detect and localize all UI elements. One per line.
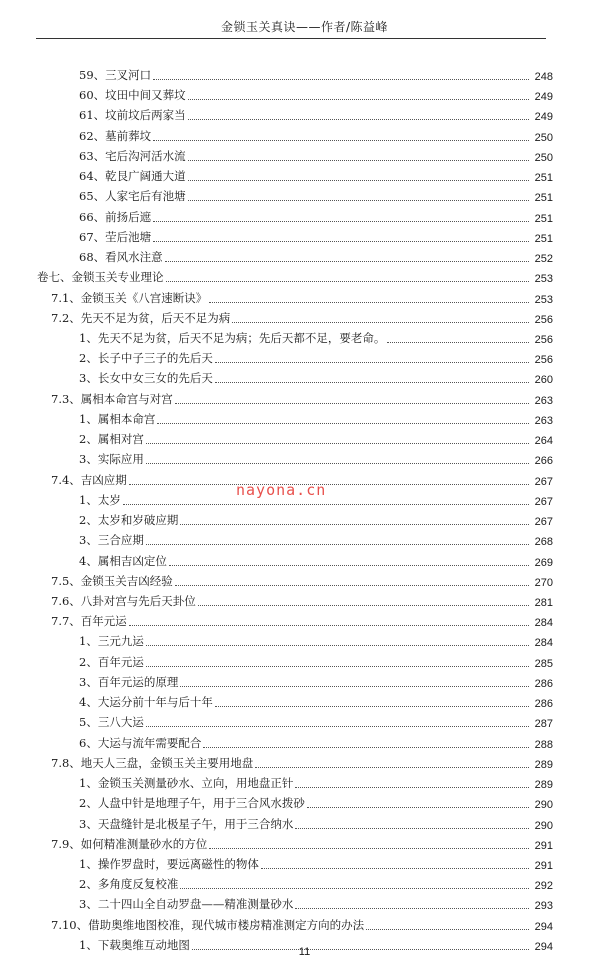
toc-entry[interactable] [51,832,553,852]
toc-entry[interactable] [79,629,553,649]
toc-entry-page: 249 [534,91,553,104]
toc-entry-label: 1、三元九运 [79,634,144,649]
toc-entry[interactable] [79,184,553,204]
toc-entry-label: 66、前扬后遮 [79,209,152,224]
dot-leader [123,504,529,505]
dot-leader [188,200,529,201]
toc-entry-label: 7.10、借助奥维地图校准，现代城市楼房精准测定方向的办法 [51,917,365,932]
toc-entry[interactable] [79,144,553,164]
toc-entry-label: 3、天盘缝针是北极星子午，用于三合纳水 [79,816,294,831]
dot-leader [146,666,529,667]
toc-entry-label: 64、乾艮广阔通大道 [79,169,186,184]
toc-entry-label: 62、墓前葬坟 [79,128,152,143]
dot-leader [209,848,529,849]
toc-entry-label: 2、属相对宫 [79,432,144,447]
toc-entry[interactable] [79,872,553,892]
toc-entry[interactable] [79,731,553,751]
toc-entry-page: 293 [534,900,553,913]
toc-entry-label: 2、人盘中针是地理子午，用于三合风水拨砂 [79,796,305,811]
dot-leader [295,908,529,909]
dot-leader [215,382,529,383]
dot-leader [188,160,529,161]
toc-entry[interactable] [79,670,553,690]
toc-entry[interactable] [51,286,553,306]
dot-leader [203,747,529,748]
toc-entry-page: 253 [534,293,553,306]
toc-entry[interactable] [51,589,553,609]
dot-leader [366,929,529,930]
toc-entry[interactable] [79,205,553,225]
toc-entry-page: 256 [534,333,553,346]
toc-entry-page: 251 [534,232,553,245]
dot-leader [198,605,529,606]
watermark: nayona.cn [236,481,327,499]
dot-leader [188,180,529,181]
toc-entry-page: 260 [534,374,553,387]
dot-leader [180,524,529,525]
dot-leader [188,119,529,120]
dot-leader [209,302,529,303]
toc-entry-page: 267 [534,495,553,508]
toc-entry[interactable] [79,650,553,670]
toc-entry-label: 7.8、地天人三盘，金锁玉关主要用地盘 [51,755,254,770]
dot-leader [175,403,529,404]
toc-entry[interactable] [79,852,553,872]
toc-entry-page: 292 [534,880,553,893]
toc-entry-page: 248 [534,71,553,83]
toc-entry-label: 3、长女中女三女的先后天 [79,371,213,386]
toc-entry-label: 7.6、八卦对宫与先后天卦位 [51,593,196,608]
toc-entry-page: 251 [534,192,553,205]
toc-entry-label: 7.1、金锁玉关《八宫速断诀》 [51,290,208,305]
toc-entry[interactable] [79,427,553,447]
toc-entry-page: 250 [534,131,553,144]
toc-entry-page: 263 [534,394,553,407]
toc-entry[interactable] [79,63,553,83]
toc-entry[interactable] [79,447,553,467]
toc-entry-page: 268 [534,536,553,549]
toc-entry-page: 251 [534,212,553,225]
dot-leader [232,322,529,323]
toc-entry[interactable] [51,913,553,933]
toc-entry-page: 289 [534,779,553,792]
toc-entry[interactable] [79,366,553,386]
toc-entry[interactable] [79,103,553,123]
dot-leader [165,261,529,262]
toc-entry[interactable] [79,326,553,346]
page-number: 11 [298,946,311,958]
dot-leader [166,281,530,282]
dot-leader [146,726,529,727]
toc-entry-page: 291 [534,859,553,872]
dot-leader [215,362,529,363]
toc-entry-page: 294 [534,920,553,933]
toc-entry[interactable] [79,124,553,144]
toc-entry[interactable] [79,407,553,427]
toc-entry-page: 291 [534,839,553,852]
toc-entry-page: 264 [534,435,553,448]
toc-entry-label: 4、属相吉凶定位 [79,553,167,568]
toc-entry-label: 3、实际应用 [79,452,144,467]
dot-leader [157,423,529,424]
toc-entry[interactable] [79,549,553,569]
toc-entry[interactable] [51,569,553,589]
toc-entry-page: 270 [534,576,553,589]
toc-entry-label: 1、下载奥维互动地图 [79,937,190,952]
dot-leader [295,828,529,829]
toc-entry-page: 294 [534,940,553,953]
toc-entry-label: 1、太岁 [79,492,121,507]
toc-entry-label: 6、大运与流年需要配合 [79,735,202,750]
toc-entry-label: 1、金锁玉关测量砂水、立向，用地盘正针 [79,776,294,791]
toc-entry-label: 1、属相本命宫 [79,411,156,426]
toc-entry-page: 249 [534,111,553,124]
toc-entry[interactable] [79,346,553,366]
dot-leader [129,484,529,485]
toc-entry-page: 263 [534,414,553,427]
dot-leader [146,443,529,444]
toc-entry-page: 285 [534,657,553,670]
toc-entry-page: 252 [534,253,553,266]
toc-entry[interactable] [79,812,553,832]
toc-entry[interactable] [79,791,553,811]
toc-entry-label: 3、二十四山全自动罗盘——精准测量砂水 [79,897,294,912]
header-rule [36,38,546,39]
toc-entry-page: 286 [534,698,553,711]
dot-leader [307,807,529,808]
toc-entry-page: 288 [534,738,553,751]
toc-entry-label: 7.3、属相本命宫与对宫 [51,391,173,406]
toc-entry[interactable] [79,225,553,245]
dot-leader [175,585,529,586]
toc-entry-label: 59、三叉河口 [79,68,152,82]
toc-entry-label: 7.7、百年元运 [51,614,127,629]
toc-entry-label: 7.5、金锁玉关吉凶经验 [51,573,173,588]
toc-entry[interactable] [51,306,553,326]
dot-leader [180,888,529,889]
toc-entry-label: 7.9、如何精准测量砂水的方位 [51,836,208,851]
toc-entry-page: 251 [534,172,553,185]
toc-entry-page: 281 [534,596,553,609]
dot-leader [169,565,529,566]
dot-leader [261,868,529,869]
dot-leader [146,463,529,464]
toc-entry[interactable] [79,245,553,265]
toc-entry-page: 287 [534,718,553,731]
toc-entry-label: 7.4、吉凶应期 [51,472,127,487]
dot-leader [146,544,529,545]
toc-entry-label: 5、三八大运 [79,715,144,730]
toc-entry-page: 266 [534,455,553,468]
toc-entry[interactable] [79,164,553,184]
toc-entry-page: 284 [534,617,553,630]
toc-entry[interactable] [79,771,553,791]
toc-entry-label: 1、先天不足为贫，后天不足为病；先后天都不足，要老命。 [79,330,386,345]
toc-entry-label: 2、百年元运 [79,654,144,669]
dot-leader [153,79,529,80]
toc-entry[interactable] [79,83,553,103]
toc-entry-label: 2、长子中子三子的先后天 [79,351,213,366]
dot-leader [129,625,529,626]
toc-entry-page: 267 [534,516,553,529]
toc-entry[interactable] [37,265,553,285]
toc-entry-label: 1、操作罗盘时，要远离磁性的物体 [79,856,259,871]
dot-leader [188,99,529,100]
dot-leader [255,767,529,768]
dot-leader [153,241,529,242]
toc-entry-label: 3、三合应期 [79,533,144,548]
toc-entry-page: 290 [534,819,553,832]
toc-entry-page: 289 [534,758,553,771]
toc-entry-label: 3、百年元运的原理 [79,674,179,689]
toc-entry-label: 7.2、先天不足为贫，后天不足为病 [51,310,231,325]
toc-entry-label: 2、太岁和岁破应期 [79,513,179,528]
toc-entry-page: 267 [534,475,553,488]
dot-leader [153,221,529,222]
toc-entry[interactable] [79,690,553,710]
toc-entry-page: 286 [534,677,553,690]
toc-entry[interactable] [79,508,553,528]
toc-entry-label: 60、坟田中间又葬坟 [79,88,186,103]
running-header: 金锁玉关真诀——作者/陈益峰 [220,20,389,34]
toc-entry[interactable] [79,892,553,912]
dot-leader [153,140,529,141]
toc-entry-label: 卷七、金锁玉关专业理论 [37,270,164,285]
toc-entry-page: 256 [534,313,553,326]
toc-entry-page: 290 [534,799,553,812]
toc-entry-page: 284 [534,637,553,650]
toc-entry-label: 61、坟前坟后两家当 [79,108,186,123]
toc-entry-label: 63、宅后沟河活水流 [79,148,186,163]
toc-entry-label: 2、多角度反复校准 [79,877,179,892]
dot-leader [215,706,529,707]
toc-entry[interactable] [79,528,553,548]
toc-entry-page: 253 [534,273,553,286]
toc-entry-page: 256 [534,354,553,367]
dot-leader [180,686,529,687]
dot-leader [295,787,529,788]
toc-entry[interactable] [79,710,553,730]
toc-entry-label: 68、看风水注意 [79,250,163,265]
toc-entry-label: 65、人家宅后有池塘 [79,189,186,204]
toc-entry-page: 250 [534,151,553,164]
toc-entry[interactable] [51,387,553,407]
toc-entry[interactable] [51,751,553,771]
toc-entry-label: 67、茔后池塘 [79,229,152,244]
toc-entry-page: 269 [534,556,553,569]
dot-leader [387,342,529,343]
dot-leader [146,645,529,646]
toc-entry-label: 4、大运分前十年与后十年 [79,695,213,710]
toc-entry[interactable] [51,609,553,629]
